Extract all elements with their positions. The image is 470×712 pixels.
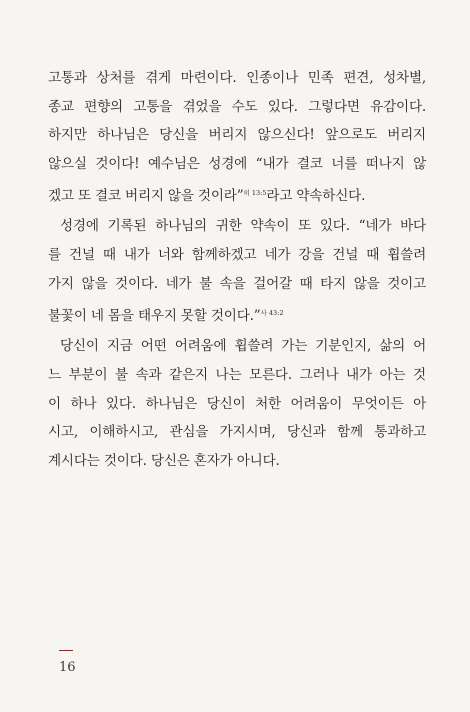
text-line bbox=[48, 121, 426, 150]
line-text: 라고 약속하신다. bbox=[266, 187, 366, 204]
line-text: 불꽃이 네 몸을 태우지 못할 것이다.” bbox=[48, 307, 261, 324]
scripture-reference: 히 13:5 bbox=[243, 188, 267, 197]
line-text: 이 하나 있다. 하나님은 당신이 처한 어려움이 무엇이든 아 bbox=[48, 395, 426, 412]
line-text: 당신이 지금 어떤 어려움에 휩쓸려 가는 기분인지, 삶의 어 bbox=[60, 338, 426, 355]
page-number: 16 bbox=[59, 660, 76, 675]
line-text: 않으실 것이다! 예수님은 성경에 “내가 결코 너를 떠나지 않 bbox=[48, 156, 426, 173]
line-text: 가지 않을 것이다. 네가 불 속을 걸어갈 때 타지 않을 것이고 bbox=[48, 275, 426, 292]
line-text: 느 부분이 불 속과 같은지 나는 모른다. 그러나 내가 아는 것 bbox=[48, 366, 426, 383]
text-line bbox=[48, 179, 426, 208]
text-line bbox=[48, 390, 426, 419]
text-line bbox=[48, 361, 426, 390]
text-line bbox=[48, 447, 426, 476]
text-line bbox=[48, 299, 426, 328]
text-line bbox=[48, 241, 426, 270]
paragraph-2 bbox=[48, 212, 426, 327]
text-line bbox=[48, 93, 426, 122]
text-line bbox=[48, 270, 426, 299]
text-line bbox=[48, 150, 426, 179]
text-line bbox=[48, 64, 426, 93]
body-text bbox=[48, 64, 426, 476]
line-text: 계시다는 것이다. 당신은 혼자가 아니다. bbox=[48, 452, 280, 469]
paragraph-3 bbox=[48, 332, 426, 475]
line-text: 하지만 하나님은 당신을 버리지 않으신다! 앞으로도 버리지 bbox=[48, 127, 426, 144]
line-text: 시고, 이해하시고, 관심을 가지시며, 당신과 함께 통과하고 bbox=[48, 424, 426, 441]
text-line bbox=[48, 332, 426, 361]
page-number-rule bbox=[59, 650, 73, 651]
line-text: 종교 편향의 고통을 겪었을 수도 있다. 그렇다면 유감이다. bbox=[48, 98, 426, 115]
line-text: 겠고 또 결코 버리지 않을 것이라” bbox=[48, 187, 244, 204]
line-text: 고통과 상처를 겪게 마련이다. 인종이나 민족 편견, 성차별, bbox=[48, 70, 426, 86]
text-line bbox=[48, 418, 426, 447]
scripture-reference: 사 43:2 bbox=[260, 308, 284, 317]
text-line bbox=[48, 212, 426, 241]
paragraph-1 bbox=[48, 64, 426, 207]
line-text: 를 건널 때 내가 너와 함께하겠고 네가 강을 건널 때 휩쓸려 bbox=[48, 247, 426, 264]
line-text: 성경에 기록된 하나님의 귀한 약속이 또 있다. “네가 바다 bbox=[60, 218, 426, 235]
